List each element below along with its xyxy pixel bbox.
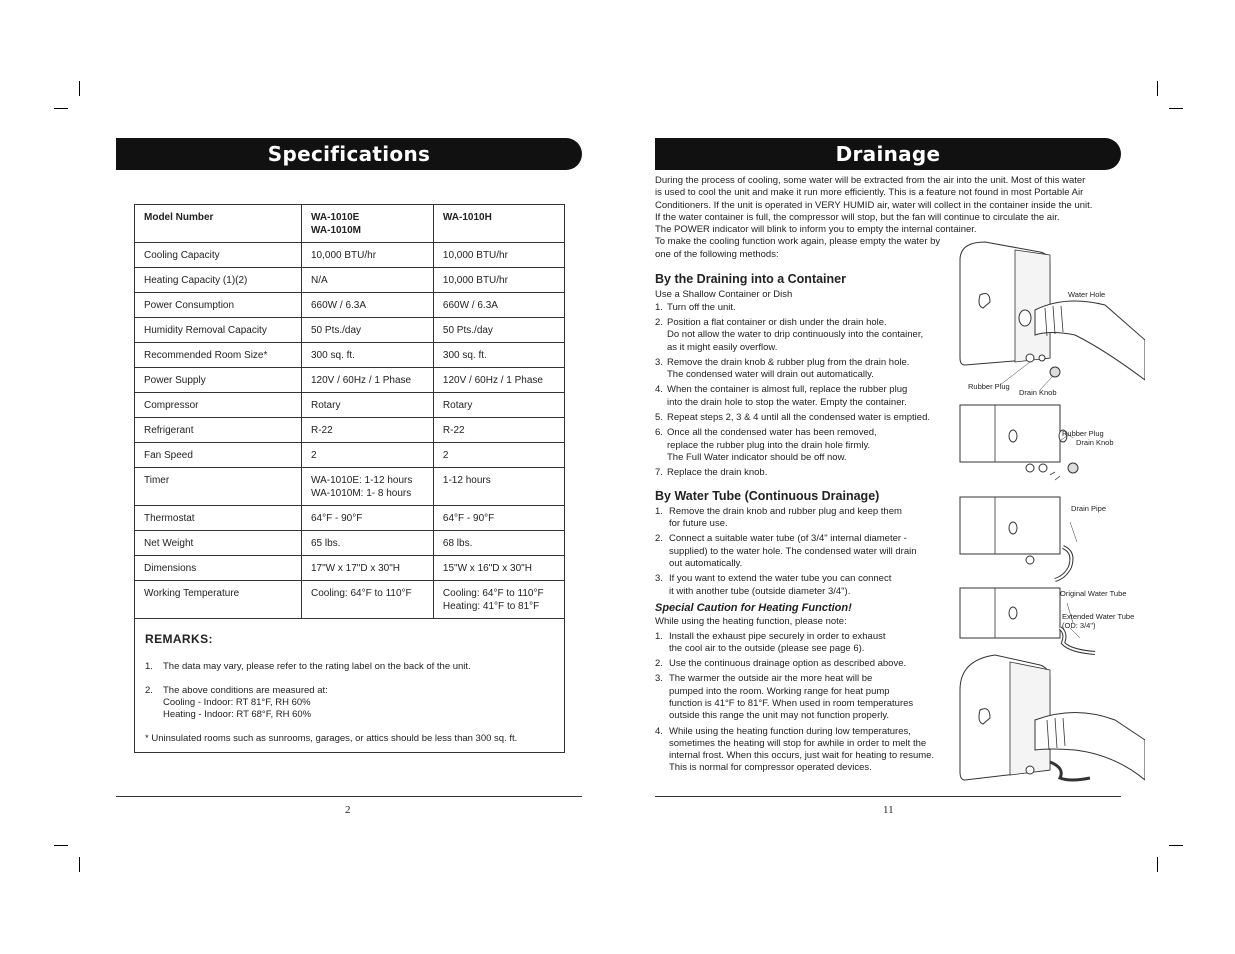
table-cell: Fan Speed [135, 443, 302, 468]
specifications-title: Specifications [116, 138, 582, 170]
table-row [135, 468, 564, 506]
step-number: 3. [655, 573, 663, 585]
table-cell: 300 sq. ft. [433, 343, 564, 368]
label-drain-knob: Drain Knob [1076, 438, 1114, 447]
table-cell: 300 sq. ft. [302, 343, 434, 368]
table-cell: 64°F - 90°F [433, 506, 564, 531]
table-cell: Cooling: 64°F to 110°F Heating: 41°F to 81°F [433, 581, 564, 619]
page-number: 11 [883, 804, 894, 816]
ac-unit-illustration-1 [955, 240, 1145, 400]
remark-item [145, 685, 554, 721]
table-cell: Humidity Removal Capacity [135, 318, 302, 343]
table-cell: 15"W x 16"D x 30"H [433, 556, 564, 581]
table-cell: Heating Capacity (1)(2) [135, 268, 302, 293]
table-cell: Power Supply [135, 368, 302, 393]
table-row [135, 531, 564, 556]
steps-tube [655, 506, 955, 598]
intro-line: To make the cooling function work again, please empty the water by [655, 236, 941, 248]
step-text: Once all the condensed water has been removed, replace the rubber plug into the drain hole firmly. The Full Water indicator should be off now. [667, 427, 877, 463]
step-text: Install the exhaust pipe securely in order to exhaust the cool air to the outside (please see page 6). [669, 630, 886, 654]
section-lead: While using the heating function, please note: [655, 616, 847, 628]
table-cell: 2 [433, 443, 564, 468]
remark-text: Heating - Indoor: RT 68°F, RH 60% [163, 709, 312, 720]
step-text: Use the continuous drainage option as described above. [669, 658, 907, 670]
table-row [135, 556, 564, 581]
table-cell: Cooling: 64°F to 110°F [302, 581, 434, 619]
table-cell: Cooling Capacity [135, 243, 302, 268]
table-cell: 65 lbs. [302, 531, 434, 556]
table-cell: 2 [302, 443, 434, 468]
table-row [135, 293, 564, 318]
table-cell: Refrigerant [135, 418, 302, 443]
remark-text: The above conditions are measured at: [163, 685, 328, 696]
remarks [135, 619, 564, 745]
intro-line: During the process of cooling, some water will be extracted from the air into the unit. Most of this water [655, 175, 1086, 186]
table-cell: N/A [302, 268, 434, 293]
crop-mark [1169, 108, 1183, 109]
section-heading-tube: By Water Tube (Continuous Drainage) [655, 488, 880, 503]
table-row [135, 506, 564, 531]
section-heading-heating: Special Caution for Heating Function! [655, 601, 852, 614]
footer-rule [116, 796, 582, 797]
step-number: 4. [655, 725, 663, 737]
section-lead: Use a Shallow Container or Dish [655, 289, 793, 301]
step-number: 6. [655, 427, 663, 439]
table-cell: Compressor [135, 393, 302, 418]
crop-mark [1157, 857, 1158, 872]
table-row [135, 318, 564, 343]
step-text: Replace the drain knob. [667, 467, 768, 479]
table-row [135, 418, 564, 443]
label-rubber-plug: Rubber Plug [968, 382, 1010, 391]
step-number: 5. [655, 412, 663, 424]
intro-line: The POWER indicator will blink to inform you to empty the internal container. [655, 224, 977, 236]
steps-container [655, 302, 955, 480]
crop-mark [54, 108, 68, 109]
footer-rule [655, 796, 1121, 797]
step-number: 3. [655, 356, 663, 368]
drainage-title: Drainage [655, 138, 1121, 170]
label-drain-pipe: Drain Pipe [1071, 504, 1107, 513]
label-water-hole: Water Hole [1068, 290, 1106, 299]
step-item [655, 317, 955, 354]
step-text: Position a flat container or dish under the drain hole. Do not allow the water to drip continuously into the container, as it might easily overflow. [667, 316, 924, 353]
table-header-row [135, 205, 564, 243]
table-header-cell: WA-1010H [433, 205, 564, 243]
step-number: 3. [655, 673, 663, 685]
table-cell: Timer [135, 468, 302, 506]
table-cell: 120V / 60Hz / 1 Phase [433, 368, 564, 393]
table-cell: 64°F - 90°F [302, 506, 434, 531]
table-cell: Working Temperature [135, 581, 302, 619]
step-text: Remove the drain knob & rubber plug from the drain hole. The condensed water will drain out automatically. [667, 356, 910, 381]
remark-text: Cooling - Indoor: RT 81°F, RH 60% [163, 697, 311, 708]
footnote: * Uninsulated rooms such as sunrooms, garages, or attics should be less than 300 sq. ft. [145, 733, 518, 744]
specifications-box [134, 204, 565, 753]
crop-mark [79, 857, 80, 872]
step-text: Turn off the unit. [667, 301, 736, 313]
step-item [655, 467, 955, 479]
step-item [655, 302, 955, 314]
table-cell: 10,000 BTU/hr [433, 243, 564, 268]
table-cell: 10,000 BTU/hr [302, 243, 434, 268]
step-number: 4. [655, 384, 663, 396]
step-text: Connect a suitable water tube (of 3/4" internal diameter - supplied) to the water hole. The condensed water will drain out automatically. [669, 533, 917, 570]
intro-line: Conditioners. If the unit is operated in VERY HUMID air, water will collect in the container inside the unit. [655, 199, 1093, 211]
step-text: If you want to extend the water tube you can connect it with another tube (outside diameter 3/4"). [669, 573, 892, 597]
remark-number: 2. [145, 685, 153, 696]
table-row [135, 243, 564, 268]
crop-mark [79, 81, 80, 96]
step-item [655, 412, 955, 424]
table-cell: R-22 [433, 418, 564, 443]
table-cell: Recommended Room Size* [135, 343, 302, 368]
label-rubber-plug: Rubber Plug [1062, 429, 1104, 438]
table-header-cell: Model Number [135, 205, 302, 243]
label-original-tube: Original Water Tube [1060, 589, 1127, 598]
table-cell: Net Weight [135, 531, 302, 556]
step-text: When the container is almost full, replace the rubber plug into the drain hole to stop the water. Empty the container. [667, 384, 908, 408]
table-cell: 68 lbs. [433, 531, 564, 556]
page-number: 2 [345, 804, 351, 816]
step-text: Remove the drain knob and rubber plug and keep them for future use. [669, 505, 902, 530]
remark-number: 1. [145, 661, 153, 672]
table-row [135, 393, 564, 418]
intro-line: one of the following methods: [655, 248, 779, 260]
table-cell: 50 Pts./day [302, 318, 434, 343]
table-row [135, 581, 564, 619]
table-row [135, 343, 564, 368]
table-cell: Thermostat [135, 506, 302, 531]
table-cell: 120V / 60Hz / 1 Phase [302, 368, 434, 393]
remark-text: The data may vary, please refer to the rating label on the back of the unit. [163, 661, 471, 672]
table-cell: R-22 [302, 418, 434, 443]
step-text: Repeat steps 2, 3 & 4 until all the condensed water is emptied. [667, 412, 930, 424]
specifications-table [135, 205, 564, 619]
step-number: 1. [655, 630, 663, 642]
step-number: 2. [655, 533, 663, 545]
crop-mark [1157, 81, 1158, 96]
step-number: 2. [655, 316, 663, 328]
step-item [655, 357, 955, 382]
step-item [655, 533, 955, 570]
table-cell: 10,000 BTU/hr [433, 268, 564, 293]
step-text: While using the heating function during low temperatures, sometimes the heating will stop for awhile in order to melt the internal frost. When this occurs, just wait for heating to resume. This is normal for compressor operated devices. [669, 725, 935, 774]
label-extended-tube: Extended Water Tube (OD: 3/4") [1062, 612, 1135, 630]
crop-mark [1169, 845, 1183, 846]
step-item [655, 506, 955, 531]
step-number: 7. [655, 467, 663, 479]
table-row [135, 368, 564, 393]
table-cell: Dimensions [135, 556, 302, 581]
step-item [655, 573, 955, 598]
table-cell: Rotary [433, 393, 564, 418]
table-cell: 50 Pts./day [433, 318, 564, 343]
step-item [655, 427, 955, 464]
remarks-heading: REMARKS: [145, 632, 213, 646]
remark-item [145, 661, 554, 673]
step-number: 1. [655, 505, 663, 517]
step-item [655, 384, 955, 409]
intro-line: If the water container is full, the compressor will stop, but the fan will continue to circulate the air. [655, 211, 1060, 223]
table-cell: 660W / 6.3A [433, 293, 564, 318]
intro-line: is used to cool the unit and make it run more efficiently. This is a feature not found in most Portable Air [655, 187, 1084, 199]
table-header-cell: WA-1010E WA-1010M [302, 205, 434, 243]
table-row [135, 443, 564, 468]
step-number: 2. [655, 658, 663, 670]
table-cell: Rotary [302, 393, 434, 418]
table-cell: WA-1010E: 1-12 hours WA-1010M: 1- 8 hours [302, 468, 434, 506]
table-cell: Power Consumption [135, 293, 302, 318]
label-drain-knob: Drain Knob [1019, 388, 1057, 397]
crop-mark [54, 845, 68, 846]
table-cell: 660W / 6.3A [302, 293, 434, 318]
table-cell: 17"W x 17"D x 30"H [302, 556, 434, 581]
ac-unit-illustration-5 [955, 650, 1145, 790]
section-heading-container: By the Draining into a Container [655, 272, 846, 287]
step-text: The warmer the outside air the more heat will be pumped into the room. Working range for heat pump function is 41°F to 81°F. When used in room temperatures outside this range the unit may not function properly. [669, 673, 914, 722]
table-row [135, 268, 564, 293]
step-number: 1. [655, 301, 663, 313]
table-cell: 1-12 hours [433, 468, 564, 506]
